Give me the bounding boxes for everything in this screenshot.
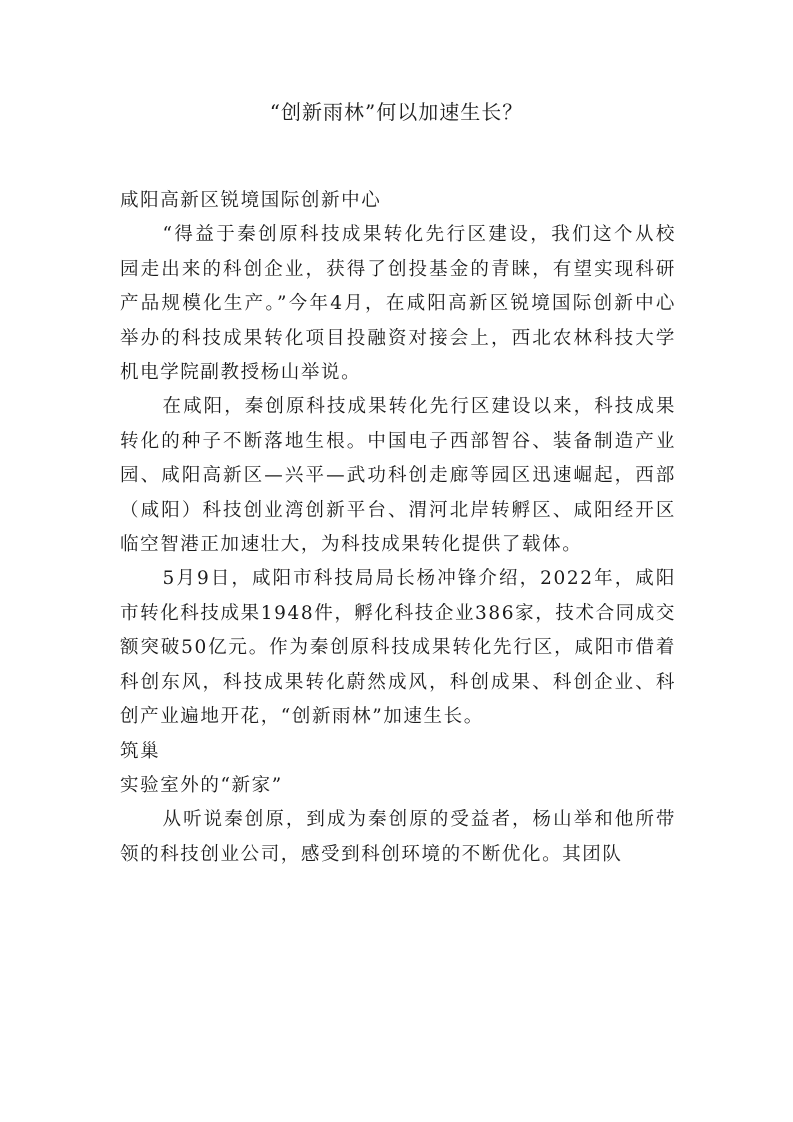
paragraph: 5月9日，咸阳市科技局局长杨冲锋介绍，2022年，咸阳市转化科技成果1948件，孵化科技企业386家，技术合同成交额突破50亿元。作为秦创原科技成果转化先行区，咸阳市借着科创东风，科技成果转化蔚然成风，科创成果、科创企业、科创产业遍地开花，“创新雨林”加速生长。 (120, 568, 676, 728)
section-heading: 筑巢 (120, 740, 161, 762)
paragraph: “得益于秦创原科技成果转化先行区建设，我们这个从校园走出来的科创企业，获得了创投基金的青睐，有望实现科研产品规模化生产。”今年4月，在咸阳高新区锐境国际创新中心举办的科技成果转化项目投融资对接会上，西北农林科技大学机电学院副教授杨山举说。 (120, 224, 676, 384)
caption-line: 咸阳高新区锐境国际创新中心 (120, 190, 382, 211)
paragraph: 在咸阳，秦创原科技成果转化先行区建设以来，科技成果转化的种子不断落地生根。中国电子西部智谷、装备制造产业园、咸阳高新区—兴平—武功科创走廊等园区迅速崛起，西部（咸阳）科技创业湾创新平台、渭河北岸转孵区、咸阳经开区临空智港正加速壮大，为科技成果转化提供了载体。 (120, 396, 676, 556)
section-subheading: 实验室外的“新家” (120, 774, 283, 796)
paragraph: 从听说秦创原，到成为秦创原的受益者，杨山举和他所带领的科技创业公司，感受到科创环境的不断优化。其团队 (120, 809, 676, 865)
document-title: “创新雨林”何以加速生长？ (269, 100, 524, 124)
document-body (120, 184, 676, 872)
